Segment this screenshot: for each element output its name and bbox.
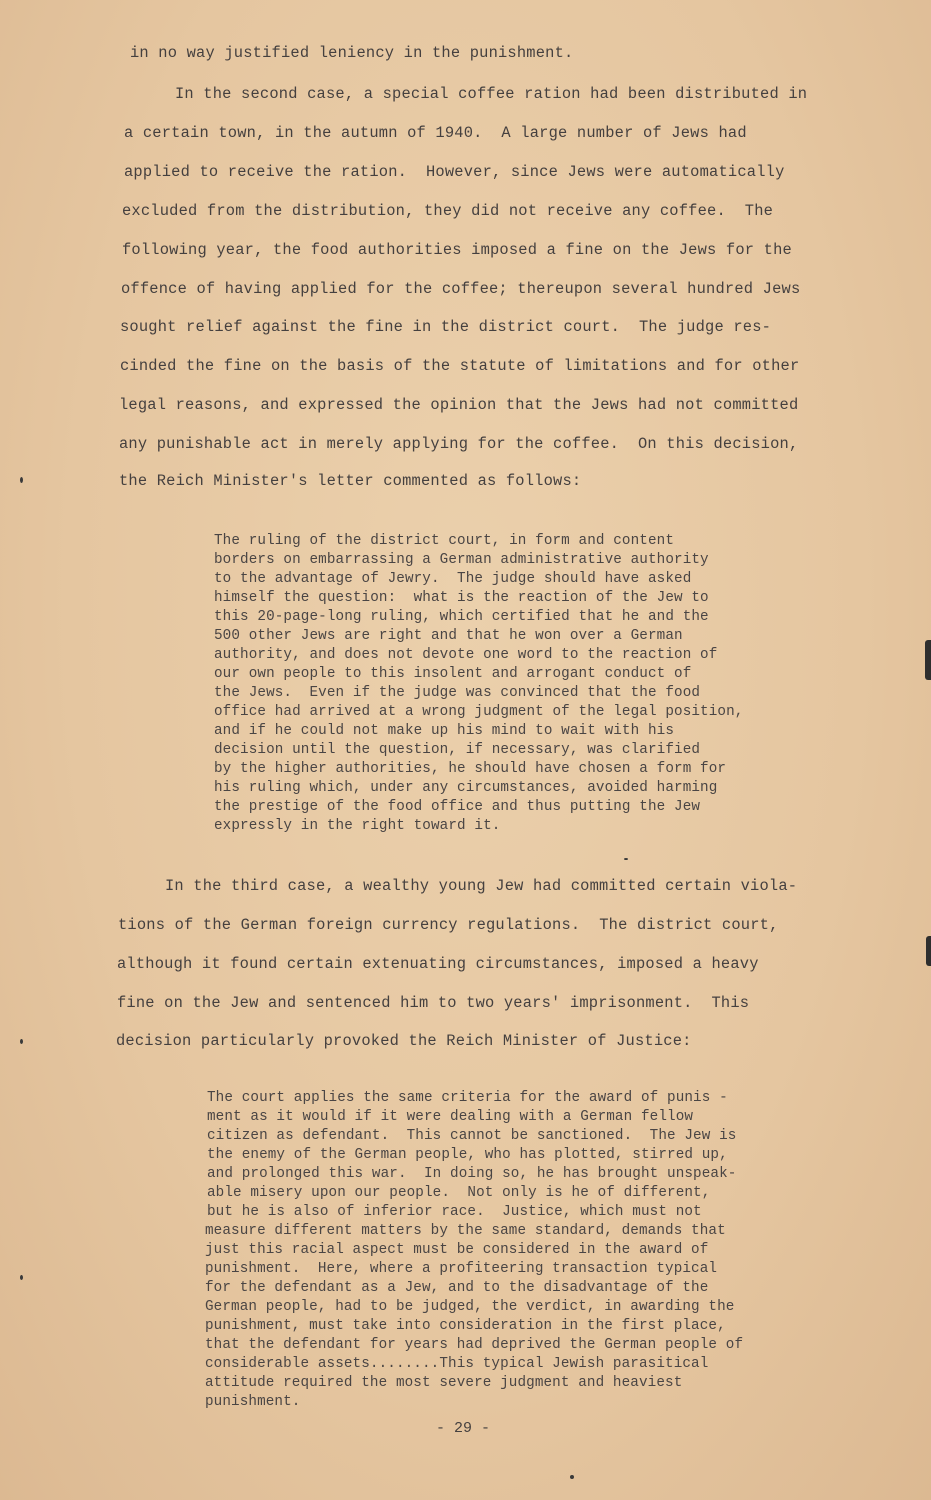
text-line: decision particularly provoked the Reich Minister of Justice:: [116, 1032, 692, 1050]
text-line: offence of having applied for the coffee; thereupon several hundred Jews: [121, 280, 801, 298]
quote-line: just this racial aspect must be considered in the award of: [205, 1242, 709, 1258]
quote-line: punishment.: [205, 1394, 301, 1410]
text-line: the Reich Minister's letter commented as follows:: [119, 472, 582, 490]
page-number: - 29 -: [436, 1420, 491, 1437]
text-line: sought relief against the fine in the district court. The judge res-: [120, 318, 772, 336]
speck-mark: [570, 1475, 574, 1479]
quote-line: decision until the question, if necessary, was clarified: [214, 742, 701, 758]
quote-line: citizen as defendant. This cannot be sanctioned. The Jew is: [207, 1128, 737, 1144]
text-line: although it found certain extenuating circumstances, imposed a heavy: [117, 955, 759, 973]
quote-line: expressly in the right toward it.: [214, 818, 501, 834]
edge-shadow-mark: [926, 936, 931, 966]
quote-line: The court applies the same criteria for the award of punis -: [207, 1090, 728, 1106]
quote-line: German people, had to be judged, the verdict, in awarding the: [205, 1299, 735, 1315]
text-line: fine on the Jew and sentenced him to two years' imprisonment. This: [117, 994, 750, 1012]
quote-line: for the defendant as a Jew, and to the disadvantage of the: [205, 1280, 709, 1296]
text-line: legal reasons, and expressed the opinion that the Jews had not committed: [119, 396, 799, 414]
quote-line: authority, and does not devote one word to the reaction of: [214, 647, 718, 663]
quote-line: by the higher authorities, he should have chosen a form for: [214, 761, 727, 777]
text-line: excluded from the distribution, they did not receive any coffee. The: [122, 202, 774, 220]
text-line: in no way justified leniency in the punishment.: [130, 44, 574, 62]
quote-line: himself the question: what is the reaction of the Jew to: [214, 590, 709, 606]
text-line: a certain town, in the autumn of 1940. A large number of Jews had: [124, 124, 747, 142]
quote-line: punishment. Here, where a profiteering transaction typical: [205, 1261, 718, 1277]
quote-line: 500 other Jews are right and that he won over a German: [214, 628, 683, 644]
quote-line: attitude required the most severe judgment and heaviest: [205, 1375, 683, 1391]
quote-line: the Jews. Even if the judge was convinced that the food: [214, 685, 701, 701]
speck-mark: [20, 1039, 23, 1044]
quote-line: The ruling of the district court, in form and content: [214, 533, 675, 549]
quote-line: punishment, must take into consideration in the first place,: [205, 1318, 726, 1334]
speck-mark: [20, 1275, 23, 1280]
quote-line: office had arrived at a wrong judgment of the legal position,: [214, 704, 744, 720]
quote-line: his ruling which, under any circumstances, avoided harming: [214, 780, 718, 796]
text-line: following year, the food authorities imposed a fine on the Jews for the: [122, 241, 792, 259]
text-line: In the third case, a wealthy young Jew had committed certain viola-: [165, 877, 798, 895]
quote-line: ment as it would if it were dealing with a German fellow: [207, 1109, 694, 1125]
text-line: tions of the German foreign currency regulations. The district court,: [118, 916, 779, 934]
quote-line: our own people to this insolent and arrogant conduct of: [214, 666, 692, 682]
edge-shadow-mark: [925, 640, 931, 680]
text-line: any punishable act in merely applying for the coffee. On this decision,: [119, 435, 799, 453]
text-line: applied to receive the ration. However, since Jews were automatically: [124, 163, 785, 181]
quote-line: but he is also of inferior race. Justice, which must not: [207, 1204, 702, 1220]
quote-line: that the defendant for years had deprived the German people of: [205, 1337, 744, 1353]
quote-line: and prolonged this war. In doing so, he has brought unspeak-: [207, 1166, 737, 1182]
quote-line: able misery upon our people. Not only is he of different,: [207, 1185, 711, 1201]
quote-line: borders on embarrassing a German administrative authority: [214, 552, 709, 568]
quote-line: measure different matters by the same standard, demands that: [205, 1223, 726, 1239]
text-line: cinded the fine on the basis of the statute of limitations and for other: [120, 357, 800, 375]
quote-line: considerable assets........This typical Jewish parasitical: [205, 1356, 709, 1372]
quote-line: the enemy of the German people, who has plotted, stirred up,: [207, 1147, 728, 1163]
quote-line: to the advantage of Jewry. The judge should have asked: [214, 571, 692, 587]
quote-line: and if he could not make up his mind to wait with his: [214, 723, 675, 739]
quote-line: the prestige of the food office and thus putting the Jew: [214, 799, 701, 815]
speck-mark: [20, 477, 23, 483]
speck-mark: [624, 858, 628, 860]
quote-line: this 20-page-long ruling, which certified that he and the: [214, 609, 709, 625]
text-line: In the second case, a special coffee ration had been distributed in: [175, 85, 808, 103]
